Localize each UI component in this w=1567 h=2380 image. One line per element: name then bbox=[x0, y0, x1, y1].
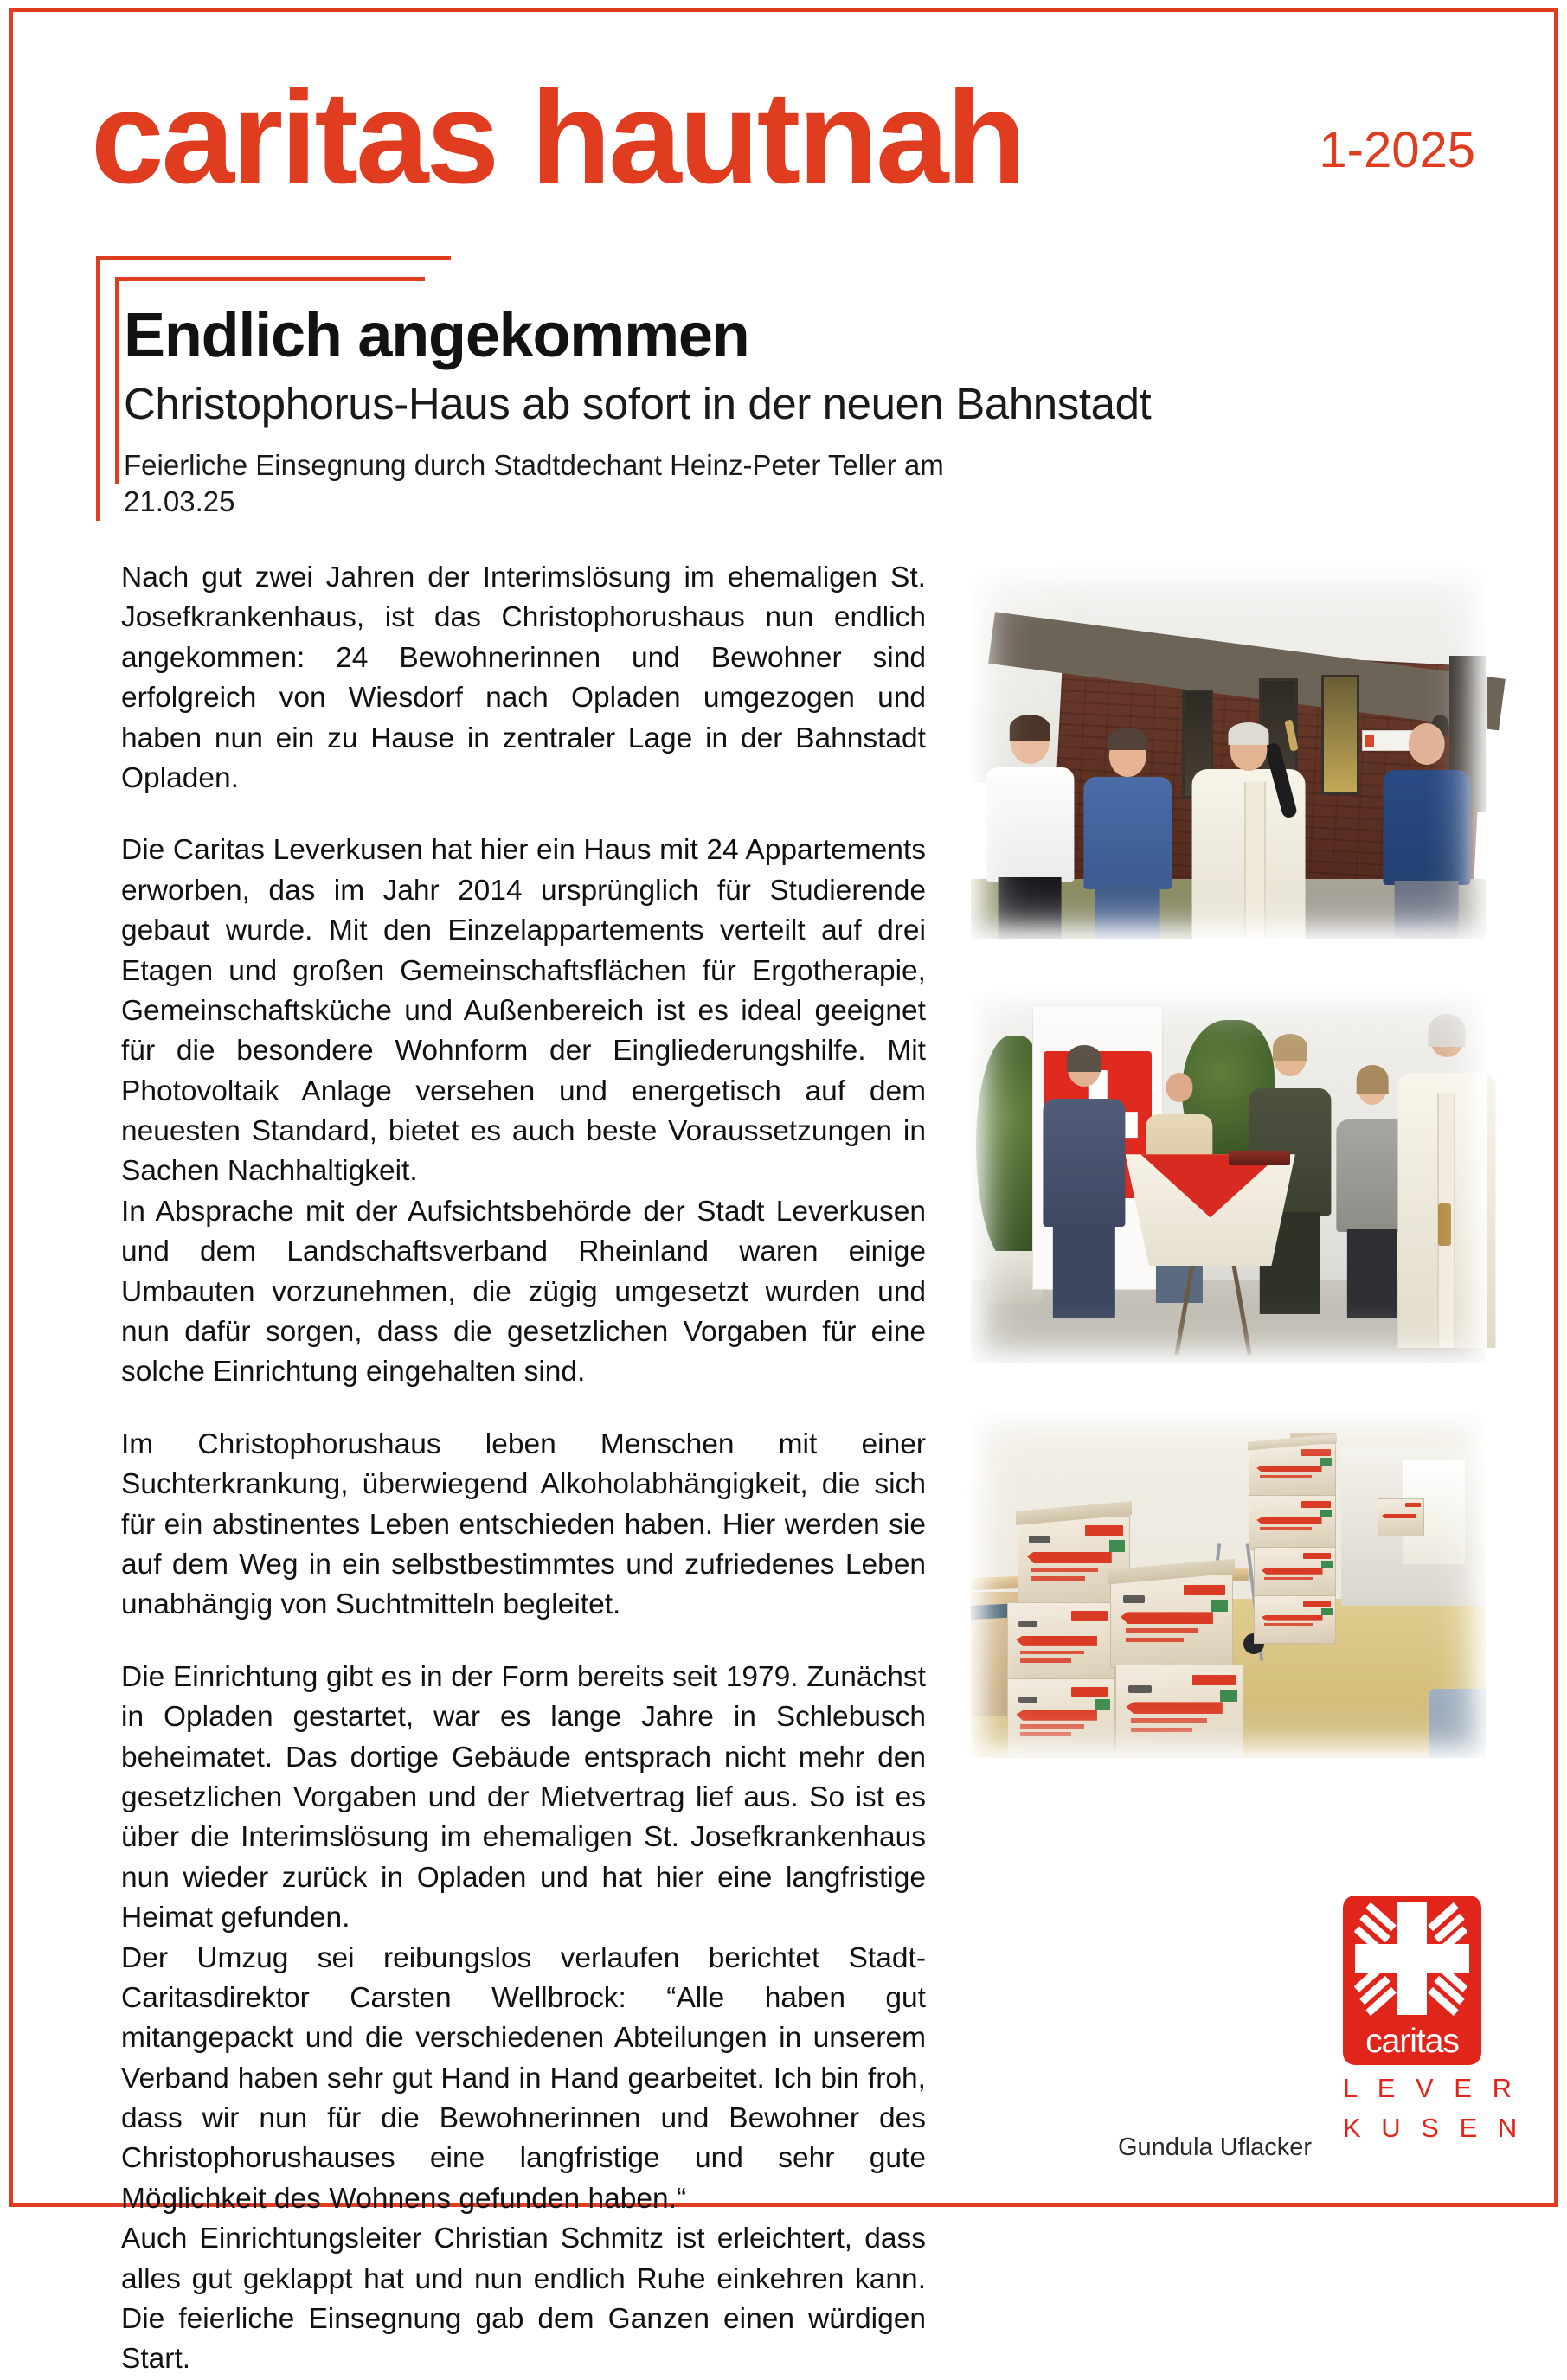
article-body bbox=[121, 558, 926, 2380]
paragraph: Auch Einrichtungsleiter Christian Schmitz ist erleichtert, dass alles gut geklappt hat und nun endlich Ruhe einkehren kann. Die feierliche Einsegnung gab dem Ganzen einen würdigen Start. bbox=[121, 2223, 926, 2376]
photo-moving-boxes-corridor bbox=[971, 1412, 1486, 1758]
paragraph: In Absprache mit der Aufsichtsbehörde der Stadt Leverkusen und dem Landschaftsverband Rheinland waren einige Umbauten vorzunehmen, die zügig umgesetzt wurden und nun dafür sorgen, dass die gesetzlichen Vorgaben für eine solche Einrichtung eingehalten sind. bbox=[121, 1195, 926, 1389]
article-subheadline: Christophorus-Haus ab sofort in der neuen Bahnstadt bbox=[124, 378, 1152, 428]
masthead-title: caritas hautnah bbox=[91, 64, 1024, 211]
logo-city-line-1: L E V E R bbox=[1343, 2073, 1519, 2103]
masthead-issue-number: 1-2025 bbox=[1319, 122, 1475, 178]
caritas-cross-icon bbox=[1343, 1896, 1481, 2065]
paragraph: Die Caritas Leverkusen hat hier ein Haus mit 24 Appartements erworben, das im Jahr 2014 ursprünglich für Studierende gebaut wurde. Mit den Einzelappartements verteilt auf drei Etagen und großen Gemeinschaftsflächen für Ergotherapie, Gemeinschaftsküche und Außenbereich ist es ideal geeignet für die besondere Wohnform der Eingliederungshilfe. Mit Photovoltaik Anlage versehen und energetisch auf dem neuesten Standard, bietet es auch beste Voraussetzungen in Sachen Nachhaltigkeit. bbox=[121, 834, 926, 1188]
paragraph: Der Umzug sei reibungslos verlaufen berichtet Stadt-Caritasdirektor Carsten Wellbrock: “Alle haben gut mitangepackt und die verschiedenen Abteilungen in unserem Verband haben sehr gut Hand in Hand gearbeitet. Ich bin froh, dass wir nun für die Bewohnerinnen und Bewohner des Christophorushauses eine langfristige und sehr gute Möglichkeit des Wohnens gefunden haben.“ bbox=[121, 1941, 926, 2215]
paragraph: Nach gut zwei Jahren der Interimslösung im ehemaligen St. Josefkrankenhaus, ist das Christophorushaus nun endlich angekommen: 24 Bewohnerinnen und Bewohner sind erfolgreich von Wiesdorf nach Opladen umgezogen und haben nun ein zu Hause in zentraler Lage in der Bahnstadt Opladen. bbox=[121, 561, 926, 794]
headline-block bbox=[124, 303, 1197, 520]
paragraph: Die Einrichtung gibt es in der Form bereits seit 1979. Zunächst in Opladen gestartet, war es lange Jahre in Schlebusch beheimatet. Das dortige Gebäude entsprach nicht mehr den gesetzlichen Vorgaben und der Mietvertrag lief aus. So ist es über die Interimslösung im ehemaligen St. Josefkrankenhaus nun wieder zurück in Opladen und hat hier eine langfristige Heimat gefunden. bbox=[121, 1660, 926, 1934]
masthead bbox=[91, 64, 1475, 211]
article-byline: Gundula Uflacker bbox=[1118, 2133, 1313, 2161]
paragraph: Im Christophorushaus leben Menschen mit einer Suchterkrankung, überwiegend Alkoholabhängigkeit, die sich für ein abstinentes Leben entschieden haben. Hier werden sie auf dem Weg in ein selbstbestimmtes und zufriedenes Leben unabhängig von Suchtmitteln begleitet. bbox=[121, 1427, 926, 1621]
logo-city-line-2: K U S E N bbox=[1343, 2112, 1524, 2143]
caritas-wordmark: caritas bbox=[1365, 2023, 1459, 2060]
photo-indoor-ceremony bbox=[971, 991, 1486, 1363]
article-kicker: Feierliche Einsegnung durch Stadtdechant Heinz-Peter Teller am 21.03.25 bbox=[124, 448, 944, 518]
photo-outdoor-blessing bbox=[971, 567, 1486, 939]
caritas-logo bbox=[1343, 1896, 1524, 2145]
article-headline: Endlich angekommen bbox=[124, 301, 749, 370]
